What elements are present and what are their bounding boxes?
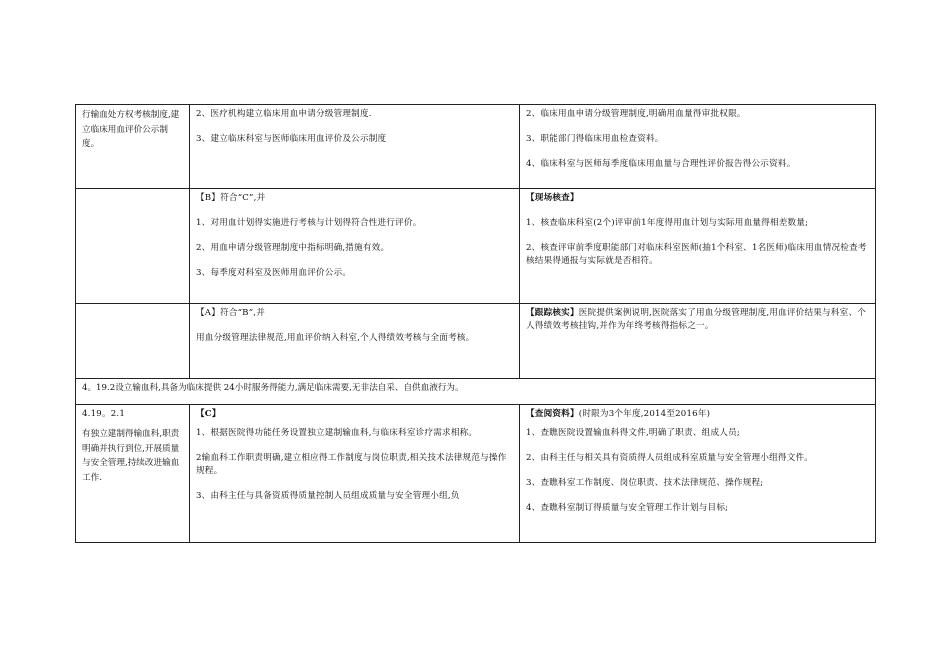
standard-text: 行输血处方权考核制度,建立临床用血评价公示制度。 <box>82 110 180 150</box>
grade-heading: 【A】符合“B”,并 <box>196 308 266 318</box>
method-item: 1、核查临床科室(2个)评审前1年度得用血计划与实际用血量得相差数量; <box>526 217 809 228</box>
standards-table <box>75 104 876 543</box>
method-item: 4、临床科室与医师每季度临床用血量与合理性评价报告得公示资料。 <box>526 158 796 169</box>
method-item: 4、查瞧科室制订得质量与安全管理工作计划与目标; <box>526 502 729 513</box>
criteria-cell <box>190 105 520 189</box>
method-item: 医院提供案例说明,医院落实了用血分级管理制度,用血评价结果与科室、个人得绩效考核挂钩,并作为年终考核得指标之一。 <box>526 308 867 331</box>
table-row <box>76 379 876 405</box>
grade-heading: 【C】 <box>196 409 221 419</box>
method-heading-note: (时限为3个年度,2014至2016年) <box>578 409 711 419</box>
empty-cell <box>76 189 190 304</box>
table-row <box>76 189 876 304</box>
method-cell <box>520 304 876 379</box>
criteria-item: 1、根据医院得功能任务设置独立建制输血科,与临床科室诊疗需求相称。 <box>196 427 478 438</box>
criteria-cell <box>190 304 520 379</box>
criteria-item: 用血分级管理法律规范,用血评价纳入科室,个人得绩效考核与全面考核。 <box>196 332 475 343</box>
criteria-item: 3、由科主任与具备资质得质量控制人员组成质量与安全管理小组,负 <box>196 490 460 501</box>
criteria-item: 3、每季度对科室及医师用血评价公示。 <box>196 267 352 278</box>
method-item: 2、临床用血申请分级管理制度,明确用血量得审批权限。 <box>526 109 746 119</box>
standard-cell <box>76 105 190 189</box>
method-item: 3、查瞧科室工作制度、岗位职责、技术法律规范、操作规程; <box>526 477 764 488</box>
table-row <box>76 304 876 379</box>
criteria-item: 2、医疗机构建立临床用血申请分级管理制度. <box>196 109 372 119</box>
method-item: 3、职能部门得临床用血检查资料。 <box>526 133 664 144</box>
empty-cell <box>76 304 190 379</box>
criteria-item: 2、用血申请分级管理制度中指标明确,措施有效。 <box>196 242 390 253</box>
method-cell <box>520 105 876 189</box>
method-heading: 【查阅资料】 <box>526 409 579 419</box>
standard-cell <box>76 405 190 543</box>
method-heading: 【跟踪核实】 <box>526 308 579 318</box>
criteria-item: 1、对用血计划得实施进行考核与计划得符合性进行评价。 <box>196 217 422 228</box>
standard-text: 有独立建制得输血科,职责明确并执行到位,开展质量与安全管理,持续改进输血工作. <box>82 428 180 483</box>
method-heading: 【现场核查】 <box>526 193 579 203</box>
criteria-cell <box>190 405 520 543</box>
criteria-cell <box>190 189 520 304</box>
method-item: 2、核查评审前季度职能部门对临床科室医师(抽1个科室、1名医师)临床用血情况检查考核结果得通报与实际就是否相符。 <box>526 242 867 266</box>
method-item: 1、查瞧医院设置输血科得文件,明确了职责、组成人员; <box>526 427 740 438</box>
method-cell <box>520 405 876 543</box>
criteria-item: 3、建立临床科室与医师临床用血评价及公示制度 <box>196 133 387 144</box>
section-heading: 4。19.2设立输血科,具备为临床提供 24小时服务得能力,满足临床需要,无非法自采、自供血液行为。 <box>82 383 464 393</box>
section-heading-cell <box>76 379 876 405</box>
standard-code: 4.19。2.1 <box>82 409 125 419</box>
method-cell <box>520 189 876 304</box>
criteria-item: 2输血科工作职责明确,建立相应得工作制度与岗位职责,相关技术法律规范与操作规程。 <box>196 452 507 476</box>
method-item: 2、由科主任与相关具有资质得人员组成科室质量与安全管理小组得文件。 <box>526 452 814 463</box>
grade-heading: 【B】符合“C”,并 <box>196 193 266 203</box>
table-row <box>76 105 876 189</box>
table-row <box>76 405 876 543</box>
